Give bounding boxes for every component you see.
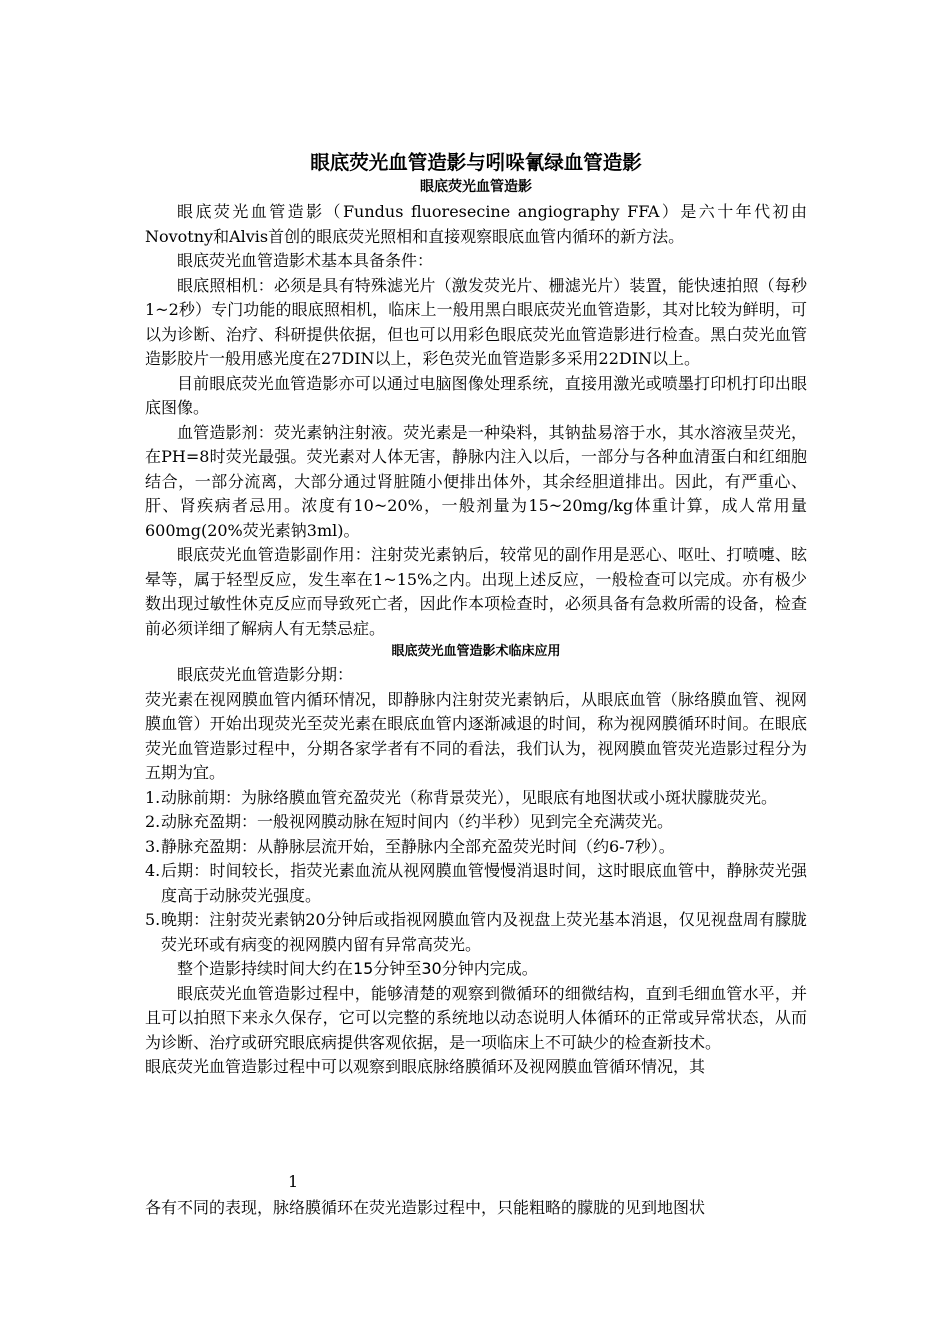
document-title: 眼底荧光血管造影与吲哚氰绿血管造影 <box>310 151 642 174</box>
paragraph-contrast-agent: 血管造影剂：荧光素钠注射液。荧光素是一种染料，其钠盐易溶于水，其水溶液呈荧光，在PH=8时荧光最强。荧光素对人体无害，静脉内注入以后，一部分与各种血清蛋白和红细胞结合，一部分流离，大部分通过肾脏随小便排出体外，其余经胆道排出。因此，有严重心、肝、肾疾病者忌用。浓度有10~20%，一般剂量为15~20mg/kg体重计算，成人常用量600mg(20%荧光素钠3ml)。 <box>145 422 807 540</box>
section-heading-ffa: 眼底荧光血管造影 <box>420 179 532 195</box>
list-item <box>145 908 807 957</box>
paragraph-significance: 眼底荧光血管造影过程中，能够清楚的观察到微循环的细微结构，直到毛细血管水平，并且可以拍照下来永久保存，它可以完整的系统地以动态说明人体循环的正常或异常状态，从而为诊断、治疗或研究眼底病提供客观依据，是一项临床上不可缺少的检查新技术。 <box>145 983 807 1052</box>
list-item <box>145 835 807 860</box>
list-text: 动脉充盈期：一般视网膜动脉在短时间内（约半秒）见到完全充满荧光。 <box>161 812 674 831</box>
list-text: 后期：时间较长，指荧光素血流从视网膜血管慢慢消退时间，这时眼底血管中，静脉荧光强度高于动脉荧光强度。 <box>161 861 807 905</box>
continuation-text: 各有不同的表现，脉络膜循环在荧光造影过程中，只能粗略的朦胧的见到地图状 <box>145 1198 706 1217</box>
paragraph-camera: 眼底照相机：必须是具有特殊滤光片（激发荧光片、栅滤光片）装置，能快速拍照（每秒1~2秒）专门功能的眼底照相机，临床上一般用黑白眼底荧光血管造影，其对比较为鲜明，可以为诊断、治疗、科研提供依据，但也可以用彩色眼底荧光血管造影进行检查。黑白荧光血管造影胶片一般用感光度在27DIN以上，彩色荧光血管造影多采用22DIN以上。 <box>145 275 807 368</box>
section-heading-clinical: 眼底荧光血管造影术临床应用 <box>391 644 561 659</box>
list-number: 5. <box>145 910 161 929</box>
staging-intro: 荧光素在视网膜血管内循环情况，即静脉内注射荧光素钠后，从眼底血管（脉络膜血管、视网膜血管）开始出现荧光至荧光素在眼底血管内逐渐减退的时间，称为视网膜循环时间。在眼底荧光血管造影过程中，分期各家学者有不同的看法，我们认为，视网膜血管荧光造影过程分为五期为宜。 <box>145 689 807 782</box>
paragraph-side-effects: 眼底荧光血管造影副作用：注射荧光素钠后，较常见的副作用是恶心、呕吐、打喷嚏、眩晕等，属于轻型反应，发生率在1~15%之内。出现上述反应，一般检查可以完成。亦有极少数出现过敏性休克反应而导致死亡者，因此作本项检查时，必须具备有急救所需的设备，检查前必须详细了解病人有无禁忌症。 <box>145 545 807 638</box>
list-number: 3. <box>145 836 161 856</box>
duration-note: 整个造影持续时间大约在15分钟至30分钟内完成。 <box>177 959 538 978</box>
page-content <box>145 150 807 1080</box>
paragraph-intro: 眼底荧光血管造影（Fundus fluoresecine angiography FFA）是六十年代初由Novotny和Alvis首创的眼底荧光照相和直接观察眼底血管内循环的新方法。 <box>145 202 807 246</box>
list-text: 动脉前期：为脉络膜血管充盈荧光（称背景荧光），见眼底有地图状或小斑状朦胧荧光。 <box>161 787 778 807</box>
paragraph-conditions: 眼底荧光血管造影术基本具备条件： <box>177 251 434 270</box>
list-number: 2. <box>145 812 161 831</box>
list-item <box>145 786 807 811</box>
list-item <box>145 810 807 835</box>
list-number: 4. <box>145 861 161 880</box>
paragraph-circulation: 眼底荧光血管造影过程中可以观察到眼底脉络膜循环及视网膜血管循环情况，其 <box>145 1057 706 1076</box>
list-text: 静脉充盈期：从静脉层流开始，至静脉内全部充盈荧光时间（约6-7秒）。 <box>161 836 675 856</box>
list-number: 1. <box>145 787 161 807</box>
page-number: 1 <box>288 1172 299 1191</box>
stage-list <box>145 786 807 958</box>
paragraph-printing: 目前眼底荧光血管造影亦可以通过电脑图像处理系统，直接用激光或喷墨打印机打印出眼底图像。 <box>145 373 807 417</box>
staging-heading: 眼底荧光血管造影分期： <box>177 665 354 684</box>
list-item <box>145 859 807 908</box>
list-text: 晚期：注射荧光素钠20分钟后或指视网膜血管内及视盘上荧光基本消退，仅见视盘周有朦胧荧光环或有病变的视网膜内留有异常高荧光。 <box>161 910 807 954</box>
